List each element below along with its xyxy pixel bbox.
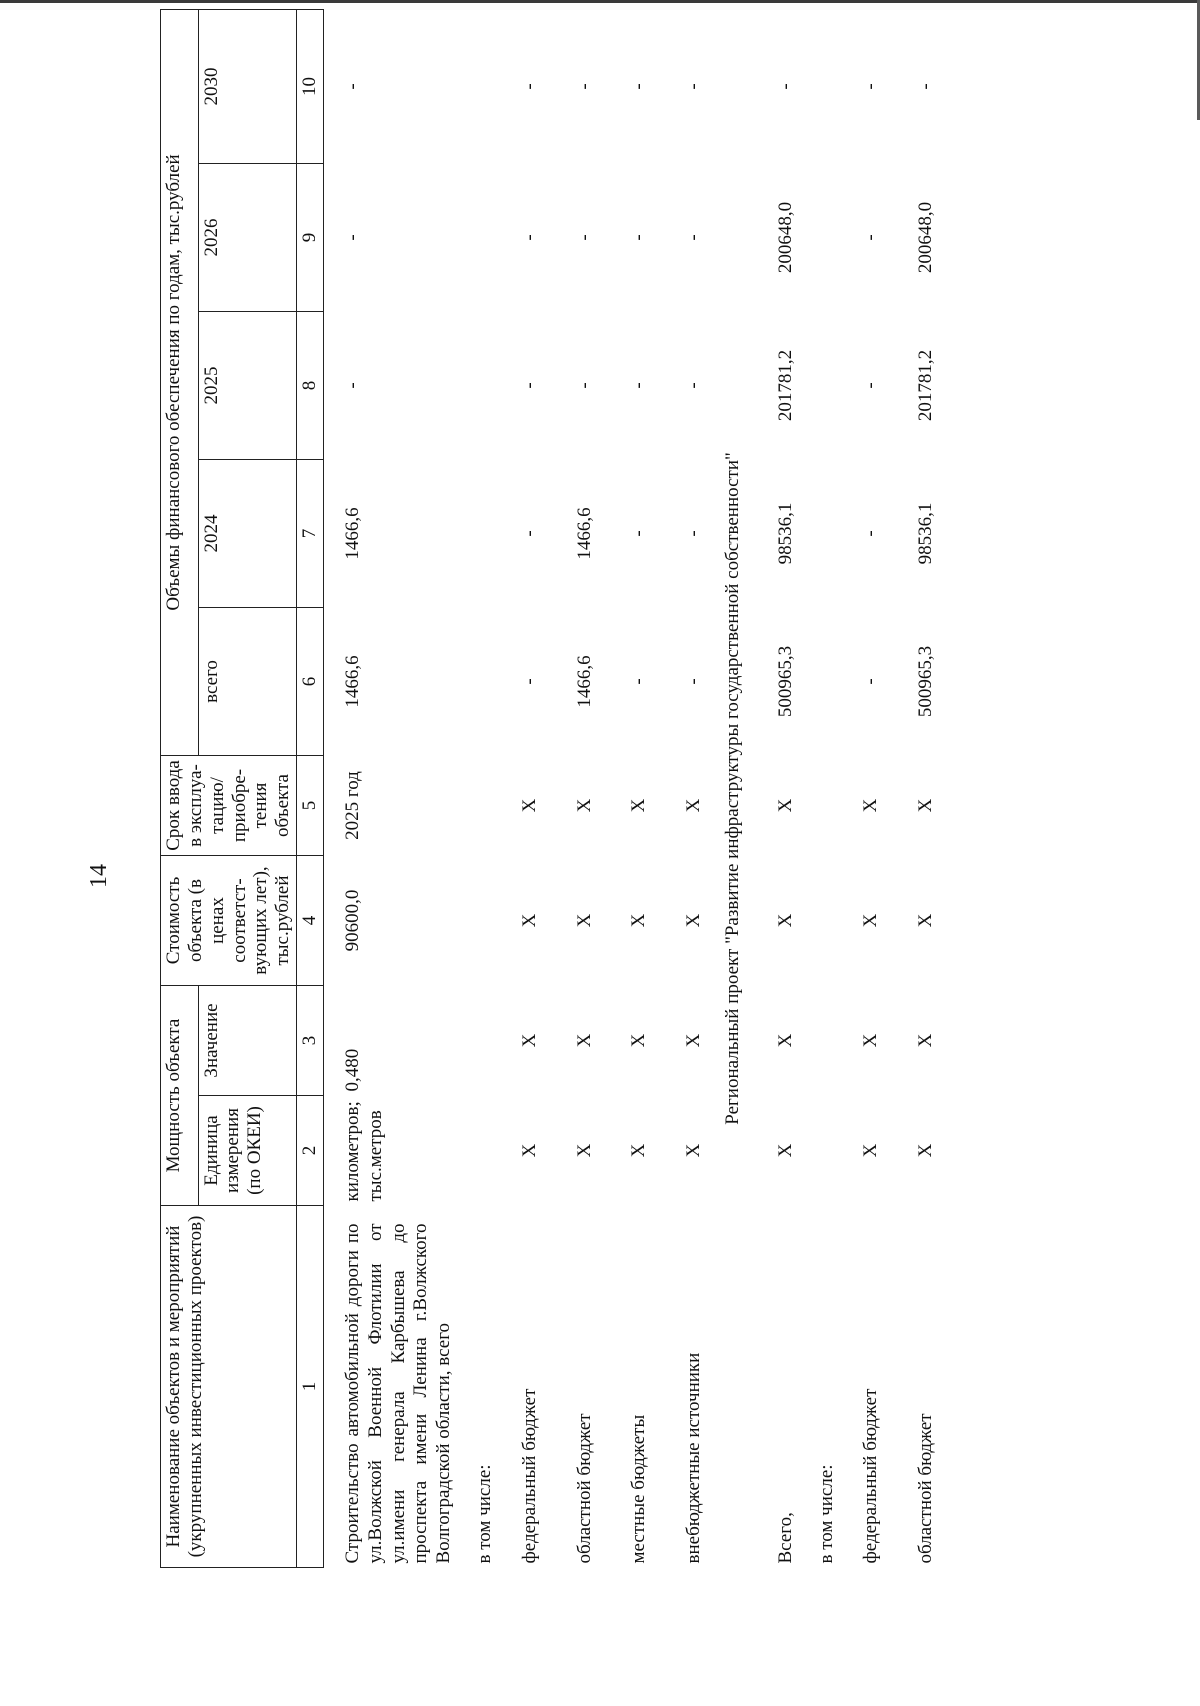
cell-value: -: [683, 530, 705, 537]
cell-x: X: [518, 1033, 540, 1048]
cell-value: -: [518, 382, 540, 389]
cell-x: X: [915, 913, 937, 928]
row-name: областной бюджет: [573, 1413, 595, 1564]
header-cost: Стоимость объекта (в ценах соответст-вующих лет), тыс.рублей: [161, 856, 297, 986]
cell-x: X: [628, 798, 650, 813]
cell-value: 500965,3: [915, 645, 937, 718]
cell-value: -: [860, 382, 882, 389]
row-name: областной бюджет: [915, 1413, 937, 1564]
object-2026: -: [342, 234, 364, 241]
cell-value: -: [628, 234, 650, 241]
cell-value: 200648,0: [774, 201, 796, 274]
cell-x: X: [518, 798, 540, 813]
header-value: Значение: [198, 986, 297, 1096]
cell-x: X: [860, 798, 882, 813]
cell-value: 1466,6: [573, 655, 595, 708]
col-number: 1: [297, 1206, 324, 1568]
table-row: [802, 9, 843, 1567]
cell-value: -: [683, 234, 705, 241]
cell-x: X: [683, 798, 705, 813]
funding-table: [160, 9, 942, 1568]
header-2026: 2026: [198, 164, 297, 312]
row-name: федеральный бюджет: [518, 1388, 540, 1564]
row-name: федеральный бюджет: [860, 1388, 882, 1564]
cell-value: 1466,6: [573, 507, 595, 560]
cell-x: X: [774, 1143, 796, 1158]
object-cost: 90600,0: [342, 889, 364, 952]
table-row: [655, 9, 710, 1567]
cell-x: X: [518, 1143, 540, 1158]
col-number: 3: [297, 986, 324, 1096]
incl-label: в том числе:: [474, 1464, 496, 1564]
table-row: [749, 9, 802, 1567]
cell-value: -: [860, 234, 882, 241]
section-title: Региональный проект "Развитие инфраструктуры государственной собственности": [722, 452, 744, 1125]
table-row: [501, 9, 546, 1567]
header-unit: Единица измерения (по ОКЕИ): [198, 1096, 297, 1206]
cell-value: -: [628, 83, 650, 90]
object-2025: -: [342, 382, 364, 389]
col-number: 7: [297, 460, 324, 608]
cell-x: X: [683, 1143, 705, 1158]
cell-x: X: [573, 913, 595, 928]
cell-value: -: [573, 83, 595, 90]
table-row: [546, 9, 601, 1567]
cell-x: X: [628, 1033, 650, 1048]
cell-value: -: [774, 83, 796, 90]
page-number: 14: [86, 864, 112, 888]
header-total: всего: [198, 608, 297, 756]
table-row: [710, 9, 749, 1567]
object-unit: километров; тыс.метров: [342, 1101, 386, 1202]
header-term: Срок ввода в эксплуа-тацию/ приобре-тения объекта: [161, 756, 297, 856]
cell-value: 98536,1: [774, 502, 796, 565]
cell-x: X: [860, 913, 882, 928]
header-2030: 2030: [198, 9, 297, 163]
cell-value: 201781,2: [774, 349, 796, 422]
table-row: [887, 9, 942, 1567]
table-row: [338, 9, 460, 1567]
header-capacity: Мощность объекта: [161, 986, 199, 1206]
col-number: 5: [297, 756, 324, 856]
col-number: 4: [297, 856, 324, 986]
cell-x: X: [774, 913, 796, 928]
cell-value: -: [628, 530, 650, 537]
cell-value: -: [860, 678, 882, 685]
cell-x: X: [915, 1143, 937, 1158]
object-2030: -: [342, 83, 364, 90]
cell-value: -: [860, 83, 882, 90]
col-number: 6: [297, 608, 324, 756]
object-value: 0,480: [342, 1048, 364, 1092]
cell-x: X: [573, 1143, 595, 1158]
cell-x: X: [915, 798, 937, 813]
col-number: 10: [297, 9, 324, 163]
cell-value: -: [860, 530, 882, 537]
row-name: внебюджетные источники: [683, 1352, 705, 1564]
cell-value: 200648,0: [915, 201, 937, 274]
cell-x: X: [683, 913, 705, 928]
cell-x: X: [628, 1143, 650, 1158]
object-term: 2025 год: [342, 771, 364, 840]
cell-value: -: [628, 678, 650, 685]
cell-x: X: [915, 1033, 937, 1048]
cell-value: 201781,2: [915, 349, 937, 422]
header-2025: 2025: [198, 312, 297, 460]
incl-label: в том числе:: [815, 1464, 837, 1564]
col-number: 9: [297, 164, 324, 312]
cell-value: -: [518, 678, 540, 685]
cell-x: X: [518, 913, 540, 928]
cell-value: -: [518, 83, 540, 90]
cell-x: X: [683, 1033, 705, 1048]
cell-x: X: [774, 798, 796, 813]
cell-value: 98536,1: [915, 502, 937, 565]
cell-value: -: [518, 234, 540, 241]
header-funding: Объемы финансового обеспечения по годам, тыс.рублей: [161, 9, 199, 755]
cell-value: -: [683, 382, 705, 389]
cell-value: -: [683, 678, 705, 685]
cell-value: 500965,3: [774, 645, 796, 718]
cell-x: X: [774, 1033, 796, 1048]
table-row: [460, 9, 501, 1567]
cell-x: X: [628, 913, 650, 928]
object-name: Строительство автомобильной дороги по ул.Волжской Военной Флотилии от ул.имени генерала Карбышева до проспекта имени Ленина г.Волжского Волгоградской области, всего: [342, 1223, 455, 1564]
header-name: Наименование объектов и мероприятий (укрупненных инвестиционных проектов): [161, 1206, 297, 1568]
row-name: местные бюджеты: [628, 1414, 650, 1564]
object-total: 1466,6: [342, 655, 364, 708]
col-number: 2: [297, 1096, 324, 1206]
cell-value: -: [683, 83, 705, 90]
cell-value: -: [573, 234, 595, 241]
cell-x: X: [573, 798, 595, 813]
cell-x: X: [860, 1033, 882, 1048]
table-row: [842, 9, 887, 1567]
cell-value: -: [628, 382, 650, 389]
row-name: Всего,: [774, 1512, 796, 1564]
col-number: 8: [297, 312, 324, 460]
cell-x: X: [860, 1143, 882, 1158]
cell-value: -: [915, 83, 937, 90]
cell-value: -: [573, 382, 595, 389]
cell-x: X: [573, 1033, 595, 1048]
table-row: [600, 9, 655, 1567]
object-2024: 1466,6: [342, 507, 364, 560]
cell-value: -: [518, 530, 540, 537]
header-2024: 2024: [198, 460, 297, 608]
